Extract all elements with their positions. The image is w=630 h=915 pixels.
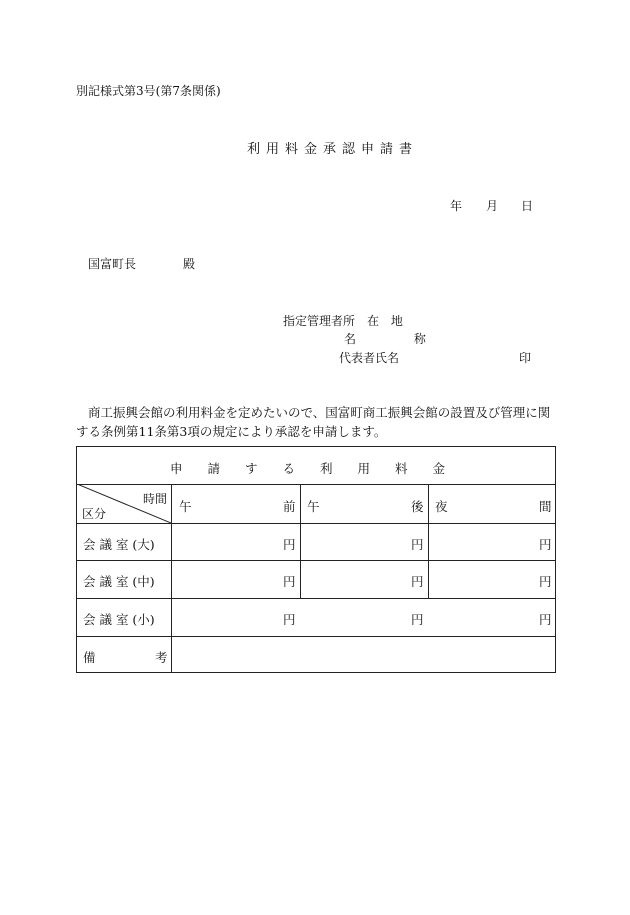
form-id: 別記様式第3号(第7条関係) xyxy=(76,84,221,98)
corner-label-time: 時間 xyxy=(143,492,168,506)
column-night-right: 間 xyxy=(539,499,552,514)
remarks-label-left: 備 xyxy=(83,650,96,665)
table-rule xyxy=(77,523,555,524)
table-header: 申 請 す る 利 用 料 金 xyxy=(170,461,446,476)
yen-unit: 円 xyxy=(283,612,296,627)
yen-unit: 円 xyxy=(411,537,424,552)
table-rule xyxy=(300,484,301,598)
date-year-label: 年 xyxy=(450,199,463,213)
remarks-field[interactable] xyxy=(173,638,553,670)
date-day-label: 日 xyxy=(521,199,534,213)
yen-unit: 円 xyxy=(539,612,552,627)
column-afternoon-left: 午 xyxy=(307,499,320,514)
corner-label-category: 区分 xyxy=(82,507,107,521)
column-afternoon-right: 後 xyxy=(411,499,424,514)
fee-table xyxy=(76,446,556,673)
table-rule xyxy=(77,560,555,561)
application-body-text: 商工振興会館の利用料金を定めたいので、国富町商工振興会館の設置及び管理に関する条例第11条第3項の規定により承認を申請します。 xyxy=(76,405,551,439)
row-label-small-room: 会 議 室 (小) xyxy=(83,612,155,627)
table-rule xyxy=(428,484,429,598)
manager-address-label: 指定管理者所 xyxy=(283,314,356,328)
yen-unit: 円 xyxy=(539,537,552,552)
row-label-large-room: 会 議 室 (大) xyxy=(83,537,155,552)
addressee-name: 国富町長 xyxy=(88,257,137,271)
column-morning-left: 午 xyxy=(179,499,192,514)
yen-unit: 円 xyxy=(283,537,296,552)
yen-unit: 円 xyxy=(411,574,424,589)
table-rule xyxy=(77,636,555,637)
column-night-left: 夜 xyxy=(435,499,448,514)
addressee-honorific: 殿 xyxy=(183,257,196,271)
yen-unit: 円 xyxy=(411,612,424,627)
table-rule xyxy=(171,484,172,673)
address-suffix-label: 在 地 xyxy=(367,314,407,328)
representative-label: 代表者氏名 xyxy=(339,351,400,365)
row-label-medium-room: 会 議 室 (中) xyxy=(83,574,155,589)
column-morning-right: 前 xyxy=(283,499,296,514)
remarks-label-right: 考 xyxy=(155,650,168,665)
date-month-label: 月 xyxy=(486,199,499,213)
seal-mark: 印 xyxy=(519,351,532,365)
document-title: 利用料金承認申請書 xyxy=(247,142,419,157)
yen-unit: 円 xyxy=(283,574,296,589)
yen-unit: 円 xyxy=(539,574,552,589)
table-rule xyxy=(77,598,555,599)
name-label: 名 称 xyxy=(344,332,446,346)
